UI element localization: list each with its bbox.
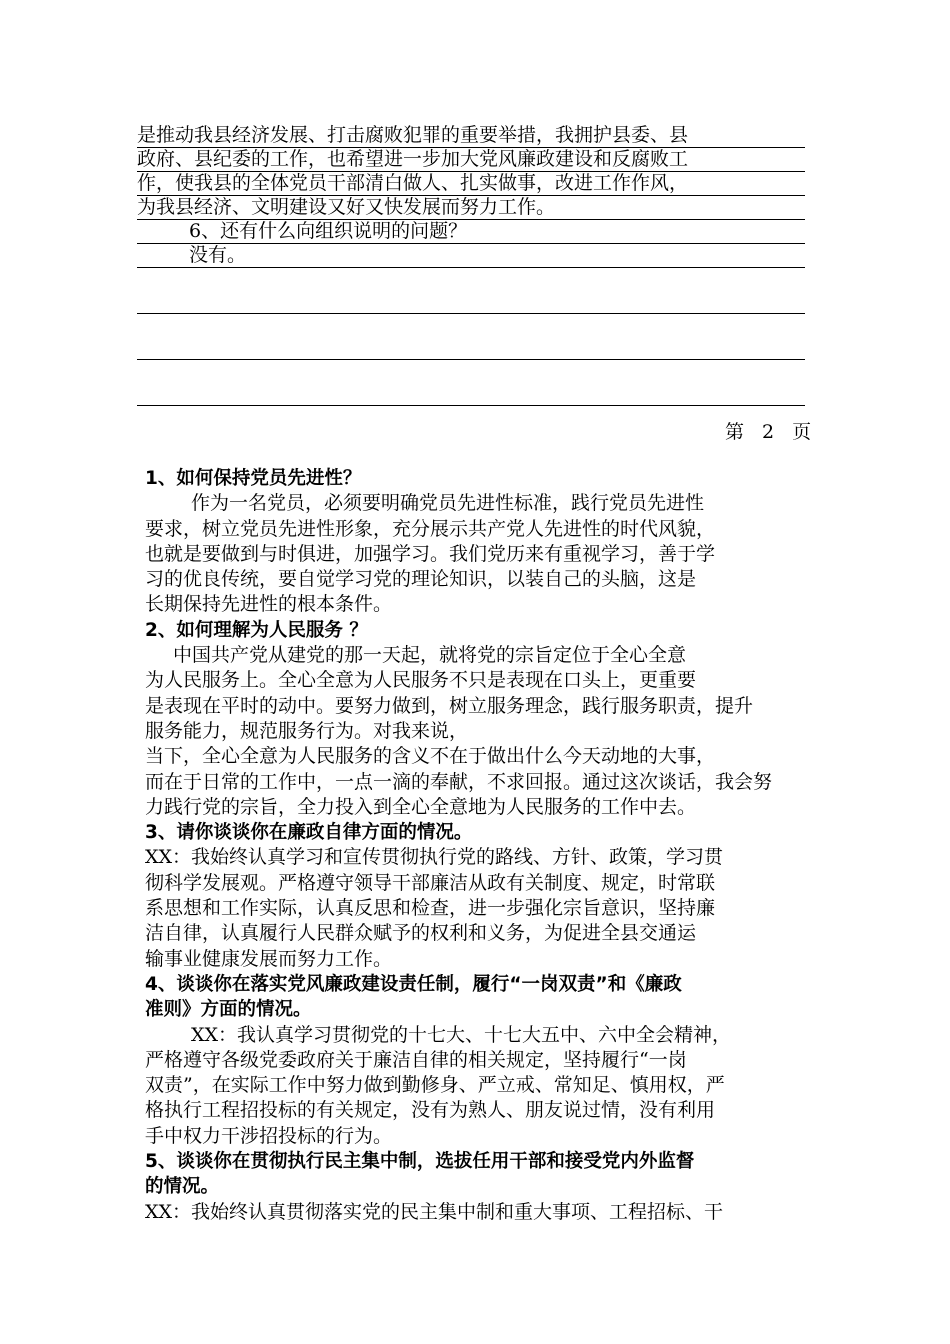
paragraph-line: 服务能力，规范服务行为。对我来说， xyxy=(145,719,469,742)
page-number: 第 2 页 xyxy=(725,421,818,443)
paragraph-line: 是表现在平时的动中。要努力做到，树立服务理念，践行服务职责，提升 xyxy=(145,694,754,717)
ruled-line: 作，使我县的全体党员干部清白做人、扎实做事，改进工作作风， xyxy=(137,172,805,196)
paragraph-line: 作为一名党员，必须要明确党员先进性标准，践行党员先进性 xyxy=(191,492,705,515)
section-heading: 2、如何理解为人民服务 ？ xyxy=(145,619,368,641)
paragraph-line: XX：我始终认真学习和宣传贯彻执行党的路线、方针、政策，学习贯 xyxy=(145,846,724,869)
paragraph-line: 双责”，在实际工作中努力做到勤修身、严立戒、常知足、慎用权，严 xyxy=(145,1074,725,1097)
ruled-line: 政府、县纪委的工作，也希望进一步加大党风廉政建设和反腐败工 xyxy=(137,148,805,172)
section-heading: 1、如何保持党员先进性？ xyxy=(145,468,362,489)
section-heading: 4、谈谈你在落实党风廉政建设责任制，履行“一岗双责”和《廉政 xyxy=(145,973,682,995)
question-6: 6、还有什么向组织说明的问题？ xyxy=(137,220,805,244)
paragraph-line: XX：我认真学习贯彻党的十七大、十七大五中、六中全会精神， xyxy=(191,1023,732,1046)
paragraph-line: 为人民服务上。全心全意为人民服务不只是表现在口头上，更重要 xyxy=(145,669,697,692)
paragraph-line: 格执行工程招投标的有关规定，没有为熟人、朋友说过情，没有利用 xyxy=(145,1099,716,1122)
section-heading: 的情况。 xyxy=(145,1176,220,1198)
ruled-line: 为我县经济、文明建设又好又快发展而努力工作。 xyxy=(137,196,805,220)
paragraph-line: 而在于日常的工作中，一点一滴的奉献，不求回报。通过这次谈话，我会努 xyxy=(145,770,773,793)
paragraph-line: 手中权力干涉招投标的行为。 xyxy=(145,1124,393,1147)
ruled-line: 是推动我县经济发展、打击腐败犯罪的重要举措，我拥护县委、县 xyxy=(137,124,805,148)
paragraph-line: 输事业健康发展而努力工作。 xyxy=(145,947,393,970)
section-heading: 准则》方面的情况。 xyxy=(145,999,312,1021)
body-text xyxy=(145,466,811,1225)
section-heading: 5、谈谈你在贯彻执行民主集中制，选拔任用干部和接受党内外监督 xyxy=(145,1151,695,1173)
paragraph-line: 中国共产党从建党的那一天起，就将党的宗旨定位于全心全意 xyxy=(173,644,687,667)
ruled-answer-sheet xyxy=(137,124,805,406)
blank-ruled-line xyxy=(137,360,805,406)
paragraph-line: 力践行党的宗旨，全力投入到全心全意地为人民服务的工作中去。 xyxy=(145,795,697,818)
paragraph-line: 系思想和工作实际，认真反思和检查，进一步强化宗旨意识，坚持廉 xyxy=(145,897,716,920)
paragraph-line: 严格遵守各级党委政府关于廉洁自律的相关规定，坚持履行“一岗 xyxy=(145,1048,687,1071)
paragraph-line: 当下，全心全意为人民服务的含义不在于做出什么今天动地的大事， xyxy=(145,745,716,768)
paragraph-line: 要求，树立党员先进性形象，充分展示共产党人先进性的时代风貌， xyxy=(145,517,716,540)
paragraph-line: 也就是要做到与时俱进，加强学习。我们党历来有重视学习，善于学 xyxy=(145,542,716,565)
blank-ruled-line xyxy=(137,314,805,360)
paragraph-line: 长期保持先进性的根本条件。 xyxy=(145,593,393,616)
section-heading: 3、请你谈谈你在廉政自律方面的情况。 xyxy=(145,822,473,844)
paragraph-line: 洁自律，认真履行人民群众赋予的权利和义务，为促进全县交通运 xyxy=(145,922,697,945)
answer-6: 没有。 xyxy=(137,244,805,268)
blank-ruled-line xyxy=(137,268,805,314)
paragraph-line: 彻科学发展观。严格遵守领导干部廉洁从政有关制度、规定，时常联 xyxy=(145,871,716,894)
paragraph-line: XX：我始终认真贯彻落实党的民主集中制和重大事项、工程招标、干 xyxy=(145,1200,724,1223)
paragraph-line: 习的优良传统，要自觉学习党的理论知识，以装自己的头脑，这是 xyxy=(145,568,697,591)
